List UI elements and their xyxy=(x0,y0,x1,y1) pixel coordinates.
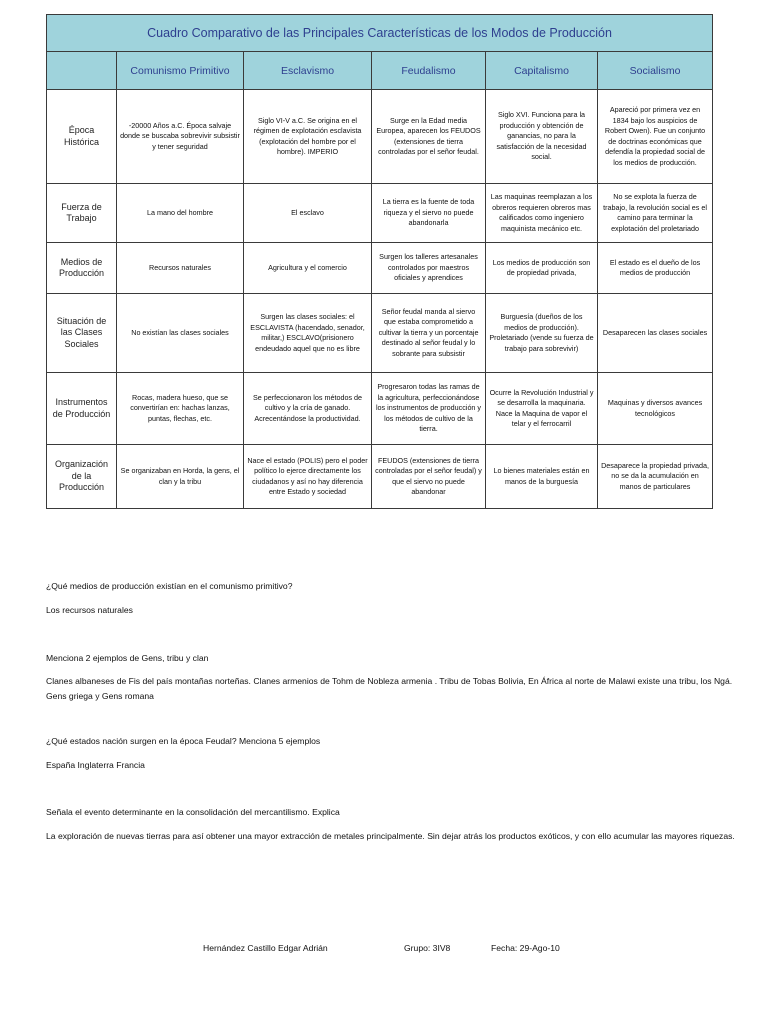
row-label: Instrumentos de Producción xyxy=(47,373,117,445)
question-3: ¿Qué estados nación surgen en la época Feudal? Menciona 5 ejemplos xyxy=(46,736,321,746)
table-cell: Señor feudal manda al siervo que estaba comprometido a cultivar la tierra y un porcentaje destinado al señor feudal y lo sobrante para subsistir xyxy=(372,294,486,373)
table-cell: Nace el estado (POLIS) pero el poder político lo ejerce directamente los ciudadanos y así no hay diferencia entre Estado y sociedad xyxy=(244,445,372,509)
question-4: Señala el evento determinante en la consolidación del mercantilismo. Explica xyxy=(46,807,340,817)
column-header: Esclavismo xyxy=(244,52,372,90)
question-1: ¿Qué medios de producción existían en el comunismo primitivo? xyxy=(46,581,293,591)
table-cell: Los medios de producción son de propiedad privada, xyxy=(486,243,598,294)
table-cell: La mano del hombre xyxy=(117,184,244,243)
column-header: Capitalismo xyxy=(486,52,598,90)
comparison-table xyxy=(46,14,713,509)
table-cell: Siglo VI-V a.C. Se origina en el régimen de explotación esclavista (explotación del hombre por el hombre). IMPERIO xyxy=(244,90,372,184)
table-row xyxy=(47,373,713,445)
table-cell: Siglo XVI. Funciona para la producción y obtención de ganancias, no para la satisfacción de la necesidad social. xyxy=(486,90,598,184)
row-label: Situación de las Clases Sociales xyxy=(47,294,117,373)
table-row xyxy=(47,184,713,243)
table-cell: Agricultura y el comercio xyxy=(244,243,372,294)
table-cell: Las maquinas reemplazan a los obreros requieren obreros mas calificados como ingeniero maquinista mecánico etc. xyxy=(486,184,598,243)
table-cell: La tierra es la fuente de toda riqueza y el siervo no puede abandonarla xyxy=(372,184,486,243)
table-cell: Maquinas y diversos avances tecnológicos xyxy=(598,373,713,445)
answer-1: Los recursos naturales xyxy=(46,605,133,615)
table-cell: Rocas, madera hueso, que se convertirían en: hachas lanzas, puntas, flechas, etc. xyxy=(117,373,244,445)
table-row xyxy=(47,294,713,373)
row-label: Fuerza de Trabajo xyxy=(47,184,117,243)
question-2: Menciona 2 ejemplos de Gens, tribu y clan xyxy=(46,653,209,663)
header-corner xyxy=(47,52,117,90)
table-title: Cuadro Comparativo de las Principales Características de los Modos de Producción xyxy=(47,15,713,52)
date-label: Fecha: 29-Ago-10 xyxy=(491,943,560,953)
table-cell: Se organizaban en Horda, la gens, el clan y la tribu xyxy=(117,445,244,509)
table-cell: FEUDOS (extensiones de tierra controladas por el señor feudal) y que el siervo no puede abandonar xyxy=(372,445,486,509)
row-label: Medios de Producción xyxy=(47,243,117,294)
answer-3: España Inglaterra Francia xyxy=(46,760,145,770)
table-cell: Surge en la Edad media Europea, aparecen los FEUDOS (extensiones de tierra controladas por el señor feudal. xyxy=(372,90,486,184)
column-header: Comunismo Primitivo xyxy=(117,52,244,90)
table-cell: Desaparece la propiedad privada, no se da la acumulación en manos de particulares xyxy=(598,445,713,509)
column-header: Socialismo xyxy=(598,52,713,90)
table-cell: El esclavo xyxy=(244,184,372,243)
table-cell: Surgen las clases sociales: el ESCLAVISTA (hacendado, senador, militar,) ESCLAVO(prisionero endeudado aquel que no es libre xyxy=(244,294,372,373)
table-cell: Apareció por primera vez en 1834 bajo los auspicios de Robert Owen). Fue un conjunto de doctrinas económicas que defendía la propiedad social de los medios de producción. xyxy=(598,90,713,184)
table-cell: Lo bienes materiales están en manos de la burguesía xyxy=(486,445,598,509)
table-cell: El estado es el dueño de los medios de producción xyxy=(598,243,713,294)
row-label: Época Histórica xyxy=(47,90,117,184)
table-cell: Burguesía (dueños de los medios de producción). Proletariado (vende su fuerza de trabajo para sobrevivir) xyxy=(486,294,598,373)
table-header-row xyxy=(47,52,713,90)
column-header: Feudalismo xyxy=(372,52,486,90)
table-row xyxy=(47,243,713,294)
table-cell: No existían las clases sociales xyxy=(117,294,244,373)
row-label: Organización de la Producción xyxy=(47,445,117,509)
group-label: Grupo: 3IV8 xyxy=(404,943,451,953)
answer-4: La exploración de nuevas tierras para así obtener una mayor extracción de metales principalmente. Sin dejar atrás los productos exóticos, y con ello acumular las mayores riquezas. xyxy=(46,831,735,841)
table-cell: Desaparecen las clases sociales xyxy=(598,294,713,373)
table-cell: -20000 Años a.C. Época salvaje donde se buscaba sobrevivir subsistir y tener seguridad xyxy=(117,90,244,184)
table-cell: Se perfeccionaron los métodos de cultivo y la cría de ganado. Acrecentándose la productividad. xyxy=(244,373,372,445)
table-cell: Surgen los talleres artesanales controlados por maestros oficiales y aprendices xyxy=(372,243,486,294)
table-cell: Progresaron todas las ramas de la agricultura, perfeccionándose los instrumentos de producción y los métodos de cultivo de la tierra. xyxy=(372,373,486,445)
table-cell: No se explota la fuerza de trabajo, la revolución social es el camino para terminar la explotación del proletariado xyxy=(598,184,713,243)
table-cell: Recursos naturales xyxy=(117,243,244,294)
table-cell: Ocurre la Revolución Industrial y se desarrolla la maquinaria. Nace la Maquina de vapor el telar y el ferrocarril xyxy=(486,373,598,445)
answer-2: Clanes albaneses de Fis del país montañas norteñas. Clanes armenios de Tohm de Nobleza armenia . Tribu de Tobas Bolivia, En África al norte de Malawi existe una tribu, los Ngá. Gens griega y Gens romana xyxy=(46,676,733,701)
table-row xyxy=(47,445,713,509)
table-row xyxy=(47,90,713,184)
author-name: Hernández Castillo Edgar Adrián xyxy=(203,943,328,953)
